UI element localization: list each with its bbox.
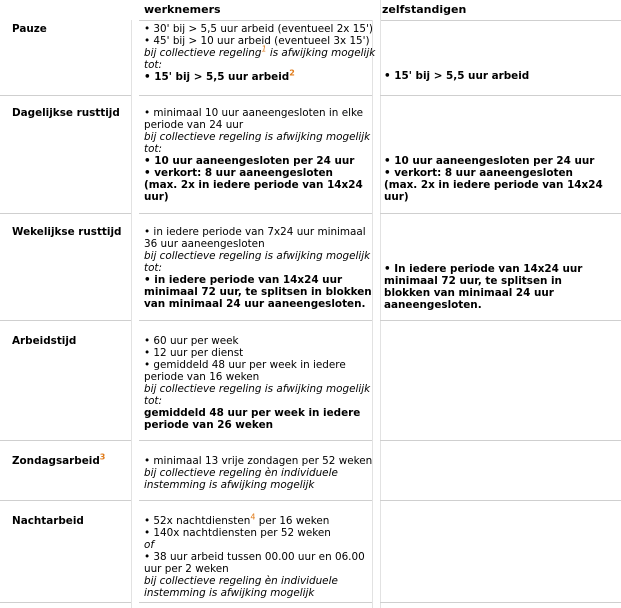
cell-text: • in iedere periode van 14x24 uur (144, 274, 343, 286)
cell-line (384, 191, 620, 203)
cell-text: tot: (144, 262, 163, 274)
cell-line (144, 298, 372, 310)
cell-line (144, 44, 376, 59)
cell-line (144, 131, 372, 143)
cell-line (384, 167, 620, 179)
row-label-text: Wekelijkse rusttijd (12, 226, 122, 238)
column-header-zelfstandigen-label: zelfstandigen (382, 3, 467, 16)
cell-text: bij collectieve regeling èn individuele (144, 467, 338, 479)
cell-text: • 10 uur aaneengesloten per 24 uur (144, 155, 355, 167)
cell-line (144, 395, 372, 407)
column-divider (380, 0, 381, 608)
cell-text: • 38 uur arbeid tussen 00.00 uur en 06.00 (144, 551, 365, 563)
cell-text: bij collectieve regeling èn individuele (144, 575, 338, 587)
cell-text: • 12 uur per dienst (144, 347, 244, 359)
cell-werknemers (144, 23, 376, 83)
column-divider (131, 20, 132, 608)
cell-text: uur per 2 weken (144, 563, 229, 575)
cell-text: uur) (384, 191, 409, 203)
row-separator (380, 500, 621, 501)
cell-text: • In iedere periode van 14x24 uur (384, 263, 583, 275)
row-label-text: Pauze (12, 23, 47, 35)
row-separator (139, 500, 372, 501)
cell-text: aaneengesloten. (384, 299, 482, 311)
cell-text: 36 uur aaneengesloten (144, 238, 265, 250)
cell-line (144, 587, 372, 599)
cell-line (144, 191, 372, 203)
row-separator (139, 320, 372, 321)
cell-line (144, 119, 372, 131)
cell-werknemers (144, 107, 372, 203)
cell-line (144, 512, 372, 527)
cell-line (144, 539, 372, 551)
cell-text: • verkort: 8 uur aaneengesloten (144, 167, 333, 179)
cell-text: instemming is afwijking mogelijk (144, 587, 315, 599)
cell-text: • 10 uur aaneengesloten per 24 uur (384, 155, 595, 167)
row-label (12, 226, 121, 238)
cell-text: minimaal 72 uur, te splitsen in blokken (144, 286, 372, 298)
row-separator (380, 320, 621, 321)
cell-text: periode van 16 weken (144, 371, 260, 383)
cell-line (144, 35, 372, 47)
cell-line (384, 70, 620, 82)
row-separator (380, 95, 621, 96)
cell-werknemers (144, 335, 372, 431)
cell-line (384, 179, 620, 191)
cell-text: bij collectieve regeling is afwijking mogelijk (144, 250, 371, 262)
column-header-werknemers-label: werknemers (144, 3, 221, 16)
footnote-link[interactable]: 4 (250, 512, 256, 522)
cell-text: periode van 24 uur (144, 119, 244, 131)
cell-line (384, 299, 620, 311)
cell-text: • 140x nachtdiensten per 52 weken (144, 527, 331, 539)
cell-line (144, 274, 372, 286)
cell-text: instemming is afwijking mogelijk (144, 479, 315, 491)
cell-line (144, 23, 372, 35)
row-label (12, 23, 47, 35)
cell-text: van minimaal 24 uur aaneengesloten. (144, 298, 366, 310)
cell-zelfstandigen (384, 263, 620, 311)
cell-line (144, 250, 372, 262)
cell-line (384, 263, 620, 275)
cell-text: • minimaal 10 uur aaneengesloten in elke (144, 107, 364, 119)
row-separator (380, 440, 621, 441)
cell-zelfstandigen (384, 70, 620, 82)
cell-text: periode van 26 weken (144, 419, 274, 431)
cell-text: per 16 weken (255, 515, 330, 527)
cell-line (144, 419, 372, 431)
row-label (12, 335, 76, 347)
footnote-link[interactable]: 3 (99, 452, 106, 462)
cell-line (384, 275, 620, 287)
cell-text: • 30' bij > 5,5 uur arbeid (eventueel 2x 15') (144, 23, 373, 35)
cell-text: (max. 2x in iedere periode van 14x24 (384, 179, 603, 191)
cell-line (144, 226, 372, 238)
row-separator (0, 320, 131, 321)
row-label-text: Nachtarbeid (12, 515, 84, 527)
cell-werknemers (144, 512, 372, 599)
cell-text: minimaal 72 uur, te splitsen in (384, 275, 562, 287)
cell-text: • 45' bij > 10 uur arbeid (eventueel 3x 15') (144, 35, 370, 47)
row-separator (139, 440, 372, 441)
row-separator (139, 95, 372, 96)
cell-text: bij collectieve regeling is afwijking mogelijk (144, 131, 371, 143)
cell-line (144, 467, 372, 479)
cell-line (144, 167, 372, 179)
cell-text: • 15' bij > 5,5 uur arbeid (144, 71, 290, 83)
cell-line (144, 59, 372, 71)
cell-line (144, 286, 372, 298)
cell-text: bij collectieve regeling is afwijking mogelijk (144, 383, 371, 395)
cell-line (144, 262, 372, 274)
cell-text: uur) (144, 191, 169, 203)
row-separator (139, 213, 372, 214)
footnote-link[interactable]: 1 (261, 44, 267, 54)
row-separator (380, 213, 621, 214)
cell-text: (max. 2x in iedere periode van 14x24 (144, 179, 363, 191)
cell-line (144, 107, 372, 119)
cell-text: gemiddeld 48 uur per week in iedere (144, 407, 361, 419)
cell-werknemers (144, 226, 372, 310)
cell-text: of (144, 539, 155, 551)
cell-werknemers (144, 455, 372, 491)
cell-text: • in iedere periode van 7x24 uur minimaal (144, 226, 366, 238)
cell-line (144, 155, 372, 167)
row-separator (0, 213, 131, 214)
cell-line (144, 563, 372, 575)
cell-line (144, 371, 372, 383)
cell-line (144, 179, 372, 191)
footnote-link[interactable]: 2 (289, 68, 295, 78)
cell-line (384, 155, 620, 167)
cell-text: • 52x nachtdiensten (144, 515, 251, 527)
cell-line (144, 551, 372, 563)
row-separator (139, 602, 372, 603)
cell-line (144, 335, 372, 347)
row-label-text: Dagelijkse rusttijd (12, 107, 120, 119)
column-header-zelfstandigen (380, 0, 621, 21)
cell-line (144, 383, 372, 395)
row-separator (0, 500, 131, 501)
column-divider (372, 20, 373, 608)
cell-text: tot: (144, 395, 163, 407)
row-label-text: Arbeidstijd (12, 335, 77, 347)
cell-line (144, 347, 372, 359)
cell-text: blokken van minimaal 24 uur (384, 287, 554, 299)
column-header-werknemers (139, 0, 372, 21)
cell-line (144, 407, 372, 419)
cell-line (144, 359, 372, 371)
row-separator (0, 440, 131, 441)
cell-text: • 15' bij > 5,5 uur arbeid (384, 70, 530, 82)
row-separator (0, 602, 131, 603)
cell-line (144, 238, 372, 250)
row-label-text: Zondagsarbeid (12, 455, 100, 467)
cell-zelfstandigen (384, 155, 620, 203)
row-separator (380, 602, 621, 603)
cell-text: tot: (144, 59, 163, 71)
cell-text: • 60 uur per week (144, 335, 239, 347)
row-separator (0, 95, 131, 96)
cell-line (144, 527, 372, 539)
row-label (12, 515, 84, 527)
cell-text: • minimaal 13 vrije zondagen per 52 weken (144, 455, 373, 467)
row-label (12, 452, 106, 467)
cell-text: • verkort: 8 uur aaneengesloten (384, 167, 573, 179)
cell-line (144, 575, 372, 587)
row-label (12, 107, 120, 119)
cell-text: • gemiddeld 48 uur per week in iedere (144, 359, 346, 371)
cell-line (144, 143, 372, 155)
cell-text: tot: (144, 143, 163, 155)
cell-text: bij collectieve regeling (144, 47, 262, 59)
cell-text: is afwijking mogelijk (266, 47, 376, 59)
cell-line (384, 287, 620, 299)
cell-line (144, 455, 372, 467)
cell-line (144, 68, 372, 83)
cell-line (144, 479, 372, 491)
